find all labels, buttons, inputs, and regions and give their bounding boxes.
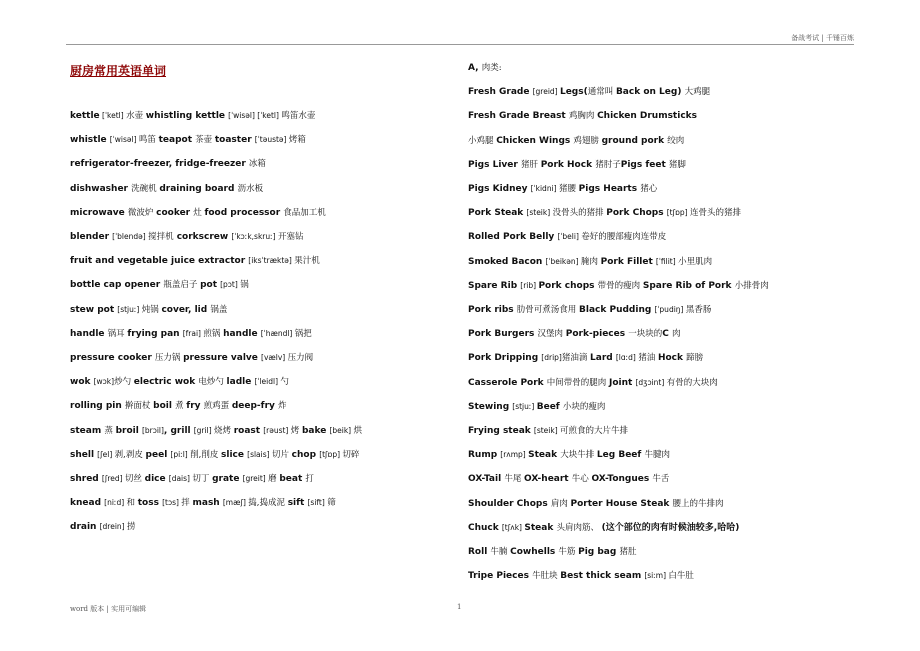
page-number: 1 bbox=[457, 603, 462, 611]
term-english: cover, lid bbox=[161, 304, 211, 315]
term-english: ground pork bbox=[601, 135, 668, 146]
term-english: OX-heart bbox=[524, 474, 572, 485]
term-english: Pigs Kidney bbox=[468, 184, 531, 194]
term-english: shred bbox=[70, 474, 102, 484]
term-english: Hock bbox=[657, 353, 687, 364]
term-english: wok bbox=[70, 377, 94, 388]
term-english: Joint bbox=[608, 377, 636, 388]
vocab-line bbox=[468, 159, 686, 171]
term-phonetic: [stjuː] bbox=[512, 401, 537, 411]
term-english: deep-fry bbox=[231, 401, 279, 412]
term-chinese: 绞肉 bbox=[667, 135, 685, 146]
term-phonetic: [iksˈtræktə] bbox=[248, 256, 295, 266]
term-phonetic: [ˈbeli] bbox=[557, 232, 582, 242]
term-english: electric wok bbox=[133, 377, 199, 388]
term-chinese: 猪肝 bbox=[520, 159, 541, 170]
term-chinese: 茶壶 bbox=[195, 135, 215, 146]
term-chinese: 肉 bbox=[672, 329, 681, 340]
term-english: fry bbox=[186, 401, 204, 412]
term-chinese: 猪脚 bbox=[668, 159, 686, 170]
vocab-line bbox=[468, 256, 712, 268]
vocab-line bbox=[468, 231, 666, 243]
term-english: Steak bbox=[524, 522, 557, 533]
term-english: Spare Rib bbox=[468, 280, 521, 291]
term-phonetic: [ˈkɔːk,skruː] bbox=[231, 232, 278, 241]
term-phonetic: [tʃɒp] bbox=[666, 208, 690, 218]
term-phonetic: [dʒɔint] bbox=[635, 377, 667, 387]
term-phonetic: [slais] bbox=[247, 449, 272, 459]
term-chinese: 捣,捣成泥 bbox=[248, 498, 288, 509]
term-english: Steak bbox=[528, 450, 561, 461]
vocab-line bbox=[70, 255, 320, 267]
term-english: broil bbox=[115, 425, 142, 436]
term-chinese: 牛肚块 bbox=[532, 571, 561, 582]
term-english: mash bbox=[192, 498, 223, 509]
term-phonetic: [ˈketl] bbox=[99, 111, 127, 120]
term-phonetic: [greid] bbox=[532, 87, 560, 97]
term-phonetic: [sift] bbox=[307, 498, 328, 508]
term-english: beat bbox=[279, 474, 306, 484]
term-english: pressure cooker bbox=[70, 353, 155, 363]
term-chinese: 和 bbox=[126, 498, 138, 509]
term-english: Shoulder Chops bbox=[468, 498, 551, 509]
vocab-line bbox=[468, 546, 636, 558]
vocab-line bbox=[468, 401, 605, 413]
term-phonetic: [ˈfilit] bbox=[655, 256, 679, 266]
term-english: Tripe Pieces bbox=[468, 571, 533, 582]
vocab-line bbox=[70, 497, 336, 509]
term-english: Pigs Hearts bbox=[578, 184, 641, 194]
term-chinese: 压力阀 bbox=[287, 353, 314, 363]
vocab-line bbox=[468, 377, 718, 389]
term-chinese: 一块块的 bbox=[628, 329, 663, 340]
term-english: frying pan bbox=[127, 328, 183, 339]
vocab-line bbox=[70, 425, 362, 437]
term-chinese: 小鸡腿 bbox=[468, 135, 497, 146]
term-english: Rolled Pork Belly bbox=[468, 232, 558, 243]
term-chinese: 牛腱肉 bbox=[644, 450, 670, 461]
term-english: Casserole Pork bbox=[468, 377, 547, 388]
term-chinese: 连骨头的猪排 bbox=[689, 208, 741, 219]
header-divider bbox=[66, 44, 854, 45]
vocab-line bbox=[468, 280, 769, 292]
term-chinese: 肋骨可煮汤食用 bbox=[516, 305, 579, 315]
vocab-line bbox=[70, 328, 312, 340]
vocab-line bbox=[468, 425, 628, 437]
term-english: draining board bbox=[159, 183, 238, 194]
term-phonetic: [ˈwisəl] [ˈketl] bbox=[228, 111, 282, 120]
term-english: corkscrew bbox=[173, 232, 232, 242]
vocab-line bbox=[468, 304, 711, 316]
term-english: Roll bbox=[468, 547, 491, 557]
term-chinese: 切碎 bbox=[342, 449, 360, 460]
term-phonetic: [siːm] bbox=[644, 571, 669, 581]
term-chinese: 肩肉 bbox=[550, 498, 571, 509]
vocab-line bbox=[468, 135, 684, 147]
term-english: Fresh Grade Breast bbox=[468, 111, 569, 122]
vocab-line bbox=[468, 522, 739, 534]
vocab-line bbox=[70, 279, 249, 291]
term-chinese: 大块牛排 bbox=[560, 450, 597, 461]
term-chinese: 压力锅 bbox=[154, 353, 184, 363]
term-phonetic: [tɔs] bbox=[162, 498, 182, 508]
term-phonetic: [ˈpudiŋ] bbox=[654, 305, 686, 314]
term-english: Pigs feet bbox=[620, 159, 669, 170]
term-chinese: 腰上的牛排肉 bbox=[672, 498, 724, 509]
term-phonetic: [frai] bbox=[182, 328, 204, 338]
term-phonetic: [wɔk] bbox=[93, 377, 115, 387]
term-phonetic: [brɔil] bbox=[141, 425, 164, 435]
term-phonetic: [steik] bbox=[533, 426, 561, 435]
term-chinese: 剥,剥皮 bbox=[114, 449, 146, 460]
term-english: Legs( bbox=[559, 87, 588, 98]
term-english: steam bbox=[70, 425, 105, 436]
term-phonetic: [niːd] bbox=[104, 498, 127, 508]
term-phonetic: [rʌmp] bbox=[500, 450, 529, 460]
term-english: kettle bbox=[70, 111, 100, 121]
term-phonetic: [lɑːd] bbox=[615, 353, 639, 363]
term-english: roast bbox=[233, 425, 264, 436]
footer-note: word 版本 | 实用可编辑 bbox=[70, 605, 147, 613]
term-chinese: 开塞钻 bbox=[277, 232, 304, 242]
term-phonetic: [ˈblendə] bbox=[112, 232, 149, 241]
vocab-line bbox=[70, 473, 314, 485]
term-chinese: 锅盖 bbox=[210, 304, 228, 315]
term-english: (这个部位的肉有时候油较多,哈哈) bbox=[601, 522, 740, 533]
term-phonetic: [stjuː] bbox=[117, 304, 142, 314]
term-chinese: 切丝 bbox=[124, 474, 145, 484]
term-english: refrigerator-freezer, fridge-freezer bbox=[70, 159, 249, 170]
vocab-line bbox=[70, 134, 306, 146]
vocab-line bbox=[70, 376, 289, 388]
term-chinese: 腌肉 bbox=[580, 256, 601, 267]
term-phonetic: [ˈbeikən] bbox=[545, 256, 581, 266]
term-chinese: 果汁机 bbox=[294, 256, 320, 267]
term-chinese: 可煎食的大片牛排 bbox=[560, 426, 629, 436]
term-chinese: 带骨的瘦肉 bbox=[597, 280, 643, 291]
term-english: Black Pudding bbox=[579, 305, 655, 315]
vocab-line bbox=[70, 231, 304, 243]
term-phonetic: [steik] bbox=[526, 208, 553, 218]
vocab-line bbox=[70, 183, 263, 195]
term-english: Smoked Bacon bbox=[468, 256, 546, 267]
term-chinese: 猪腰 bbox=[558, 184, 579, 194]
term-phonetic: [ˈkidni] bbox=[530, 184, 559, 193]
term-phonetic: [rəust] bbox=[263, 425, 291, 435]
term-english: shell bbox=[70, 449, 98, 460]
term-chinese: 中间带骨的腿肉 bbox=[546, 377, 609, 388]
term-english: pressure valve bbox=[183, 353, 262, 363]
term-english: teapot bbox=[158, 135, 196, 146]
term-chinese: 没骨头的猪排 bbox=[552, 208, 607, 219]
term-chinese: 切丁 bbox=[192, 474, 213, 484]
term-phonetic: [ˈleidl] bbox=[254, 377, 281, 387]
term-chinese: 牛心 bbox=[571, 474, 592, 485]
term-phonetic: [pɔt] bbox=[220, 280, 241, 290]
term-english: food processor bbox=[204, 207, 284, 218]
term-chinese: 猪油滴 bbox=[561, 353, 591, 364]
term-chinese: 炖锅 bbox=[141, 304, 162, 315]
term-chinese: 烧烤 bbox=[214, 425, 234, 436]
term-chinese: 黑香肠 bbox=[685, 305, 712, 315]
term-chinese: 小排骨肉 bbox=[734, 280, 769, 291]
term-chinese: 烤箱 bbox=[288, 135, 306, 146]
term-english: Chicken Drumsticks bbox=[597, 111, 697, 122]
term-phonetic: [piːl] bbox=[170, 449, 191, 459]
term-chinese: 猪肚 bbox=[619, 547, 637, 557]
term-chinese: 鸣笛水壶 bbox=[281, 111, 316, 121]
term-english: drain bbox=[70, 522, 100, 533]
term-english: rolling pin bbox=[70, 401, 125, 412]
term-phonetic: [ʃred] bbox=[101, 474, 125, 483]
term-chinese: 切片 bbox=[271, 449, 292, 460]
term-phonetic: [ˈwisəl] bbox=[109, 135, 139, 145]
term-chinese: 卷好的腰部瘦肉连带皮 bbox=[581, 232, 667, 243]
term-english: Pork chops bbox=[538, 280, 598, 291]
term-chinese: 汉堡肉 bbox=[537, 329, 566, 340]
term-chinese: 煎锅 bbox=[203, 328, 224, 339]
term-chinese: 肉类: bbox=[481, 63, 502, 73]
term-english: Lard bbox=[590, 353, 616, 364]
vocab-line bbox=[70, 304, 227, 316]
vocab-line bbox=[468, 570, 694, 582]
term-chinese: 电炒勺 bbox=[198, 377, 227, 388]
vocab-line bbox=[70, 449, 359, 461]
term-english: Pork Fillet bbox=[600, 256, 656, 267]
term-phonetic: [drip] bbox=[541, 353, 562, 363]
page-title: 厨房常用英语单词 bbox=[70, 64, 167, 78]
term-chinese: 有骨的大块肉 bbox=[666, 377, 718, 388]
term-phonetic: [tʃɒp] bbox=[319, 449, 343, 459]
term-phonetic: [rib] bbox=[520, 280, 539, 290]
term-chinese: 灶 bbox=[193, 207, 205, 218]
term-chinese: 鸣笛 bbox=[138, 135, 159, 146]
vocab-line bbox=[70, 158, 266, 170]
term-chinese: 锅耳 bbox=[107, 328, 128, 339]
vocab-line bbox=[468, 207, 741, 219]
term-chinese: 洗碗机 bbox=[131, 183, 160, 194]
term-chinese: 擀面杖 bbox=[124, 401, 154, 412]
term-english: Pigs Liver bbox=[468, 159, 521, 170]
term-english: Best thick seam bbox=[560, 571, 645, 582]
vocab-line bbox=[468, 183, 657, 195]
term-english: Pork-pieces bbox=[565, 329, 629, 340]
term-chinese: 头肩肉筋、 bbox=[556, 522, 602, 533]
term-chinese: 鸡胸肉 bbox=[568, 111, 598, 122]
term-english: Back on Leg) bbox=[615, 87, 685, 98]
term-english: whistle bbox=[70, 135, 110, 146]
term-chinese: 搅拌机 bbox=[148, 232, 174, 242]
term-english: Chicken Wings bbox=[496, 135, 574, 146]
term-english: dishwasher bbox=[70, 183, 132, 194]
vocab-line bbox=[468, 110, 697, 122]
term-chinese: 白牛肚 bbox=[668, 571, 694, 582]
vocab-line bbox=[468, 498, 724, 510]
term-chinese: 通常叫 bbox=[587, 87, 616, 98]
term-english: Beef bbox=[536, 401, 563, 412]
vocab-line bbox=[468, 449, 670, 461]
term-english: handle bbox=[223, 328, 261, 339]
vocab-line bbox=[468, 328, 681, 340]
term-chinese: 锅把 bbox=[294, 328, 312, 339]
term-english: Cowhells bbox=[510, 547, 559, 557]
term-english: C bbox=[662, 329, 672, 340]
vocab-line bbox=[468, 473, 669, 485]
term-english: Pork Hock bbox=[540, 159, 596, 170]
term-english: chop bbox=[291, 449, 320, 460]
term-chinese: 煮 bbox=[175, 401, 187, 412]
term-english: Pork Chops bbox=[606, 208, 667, 219]
term-english: pot bbox=[200, 280, 221, 291]
term-english: blender bbox=[70, 232, 113, 242]
term-english: Pork Dripping bbox=[468, 353, 542, 364]
header-note: 备战考试 | 千锤百炼 bbox=[791, 34, 854, 42]
term-chinese: 筛 bbox=[327, 498, 336, 509]
term-phonetic: [ʃel] bbox=[97, 449, 115, 459]
term-english: Pork ribs bbox=[468, 305, 517, 315]
term-english: Porter House Steak bbox=[570, 498, 673, 509]
term-phonetic: [gril] bbox=[193, 425, 214, 435]
term-chinese: 拌 bbox=[181, 498, 193, 509]
term-chinese: 瓶盖启子 bbox=[163, 280, 201, 291]
term-chinese: 烘 bbox=[353, 425, 363, 436]
term-english: toaster bbox=[214, 135, 255, 146]
term-english: grate bbox=[212, 474, 243, 484]
term-chinese: 微波炉 bbox=[127, 207, 157, 218]
term-english: ladle bbox=[226, 377, 255, 388]
term-english: toss bbox=[137, 498, 163, 509]
term-english: peel bbox=[145, 449, 171, 460]
vocab-line bbox=[70, 110, 315, 122]
term-phonetic: [drein] bbox=[99, 522, 127, 532]
term-chinese: 牛舌 bbox=[652, 474, 670, 485]
vocab-line bbox=[70, 521, 135, 533]
term-english: Rump bbox=[468, 450, 501, 461]
term-english: OX-Tail bbox=[468, 474, 505, 485]
term-english: Stewing bbox=[468, 401, 513, 412]
term-english: bottle cap opener bbox=[70, 280, 164, 291]
vocab-line bbox=[70, 352, 313, 364]
term-english: Chuck bbox=[468, 522, 502, 533]
term-phonetic: [vælv] bbox=[261, 353, 288, 362]
term-chinese: 打 bbox=[305, 474, 314, 484]
term-chinese: 大鸡腿 bbox=[684, 87, 711, 98]
term-english: handle bbox=[70, 328, 108, 339]
term-phonetic: [beik] bbox=[329, 425, 354, 435]
term-chinese: 猪肘子 bbox=[595, 159, 621, 170]
term-english: Spare Rib of Pork bbox=[642, 280, 735, 291]
term-english: bake bbox=[301, 425, 330, 436]
term-english: Frying steak bbox=[468, 426, 534, 436]
term-chinese: 牛尾 bbox=[504, 474, 525, 485]
term-english: whistling kettle bbox=[145, 111, 229, 121]
term-english: microwave bbox=[70, 207, 128, 218]
term-phonetic: [ˈtəustə] bbox=[254, 135, 289, 145]
term-english: Leg Beef bbox=[596, 450, 645, 461]
term-phonetic: [dais] bbox=[168, 474, 193, 483]
term-chinese: 削,削皮 bbox=[190, 449, 222, 460]
vocab-line bbox=[70, 207, 326, 219]
term-phonetic: [greit] bbox=[242, 474, 269, 483]
term-chinese: 炸 bbox=[278, 401, 287, 412]
term-phonetic: [ˈhændl] bbox=[260, 328, 295, 338]
term-chinese: 沥水板 bbox=[237, 183, 264, 194]
term-chinese: 煎鸡蛋 bbox=[203, 401, 232, 412]
term-chinese: 冰箱 bbox=[248, 159, 266, 170]
term-english: Pork Burgers bbox=[468, 329, 538, 340]
term-chinese: 磨 bbox=[268, 474, 280, 484]
term-chinese: 炒勺 bbox=[114, 377, 134, 388]
term-chinese: 牛腩 bbox=[490, 547, 511, 557]
term-chinese: 猪心 bbox=[640, 184, 658, 194]
term-english: A, bbox=[468, 63, 482, 73]
vocab-line bbox=[468, 86, 710, 98]
term-chinese: 勺 bbox=[280, 377, 289, 388]
term-english: stew pot bbox=[70, 304, 118, 315]
term-chinese: 鸡翅膀 bbox=[573, 135, 602, 146]
term-chinese: 蒸 bbox=[104, 425, 116, 436]
term-english: sift bbox=[287, 498, 308, 509]
term-phonetic: [tʃʌk] bbox=[501, 522, 525, 532]
term-chinese: 食品加工机 bbox=[283, 207, 326, 218]
vocab-line bbox=[468, 62, 502, 74]
vocab-line bbox=[70, 400, 287, 412]
term-english: Pig bag bbox=[578, 547, 620, 557]
term-chinese: 水壶 bbox=[126, 111, 146, 121]
term-english: knead bbox=[70, 498, 105, 509]
term-english: dice bbox=[144, 474, 169, 484]
term-chinese: 小里肌肉 bbox=[678, 256, 713, 267]
term-english: fruit and vegetable juice extractor bbox=[70, 256, 249, 267]
vocab-line bbox=[468, 352, 703, 364]
term-english: boil bbox=[153, 401, 176, 412]
term-chinese: 锅 bbox=[240, 280, 249, 291]
term-chinese: 牛筋 bbox=[558, 547, 579, 557]
term-english: Fresh Grade bbox=[468, 87, 533, 98]
term-chinese: 猪油 bbox=[638, 353, 658, 364]
term-english: , grill bbox=[163, 425, 194, 436]
term-chinese: 捞 bbox=[126, 522, 136, 533]
term-english: OX-Tongues bbox=[591, 474, 653, 485]
term-chinese: 小块的瘦肉 bbox=[562, 401, 606, 412]
term-chinese: 烤 bbox=[290, 425, 302, 436]
term-phonetic: [mæʃ] bbox=[222, 498, 249, 508]
term-chinese: 蹄膀 bbox=[686, 353, 704, 364]
term-english: cooker bbox=[156, 207, 194, 218]
term-english: Pork Steak bbox=[468, 208, 527, 219]
term-english: slice bbox=[221, 449, 248, 460]
